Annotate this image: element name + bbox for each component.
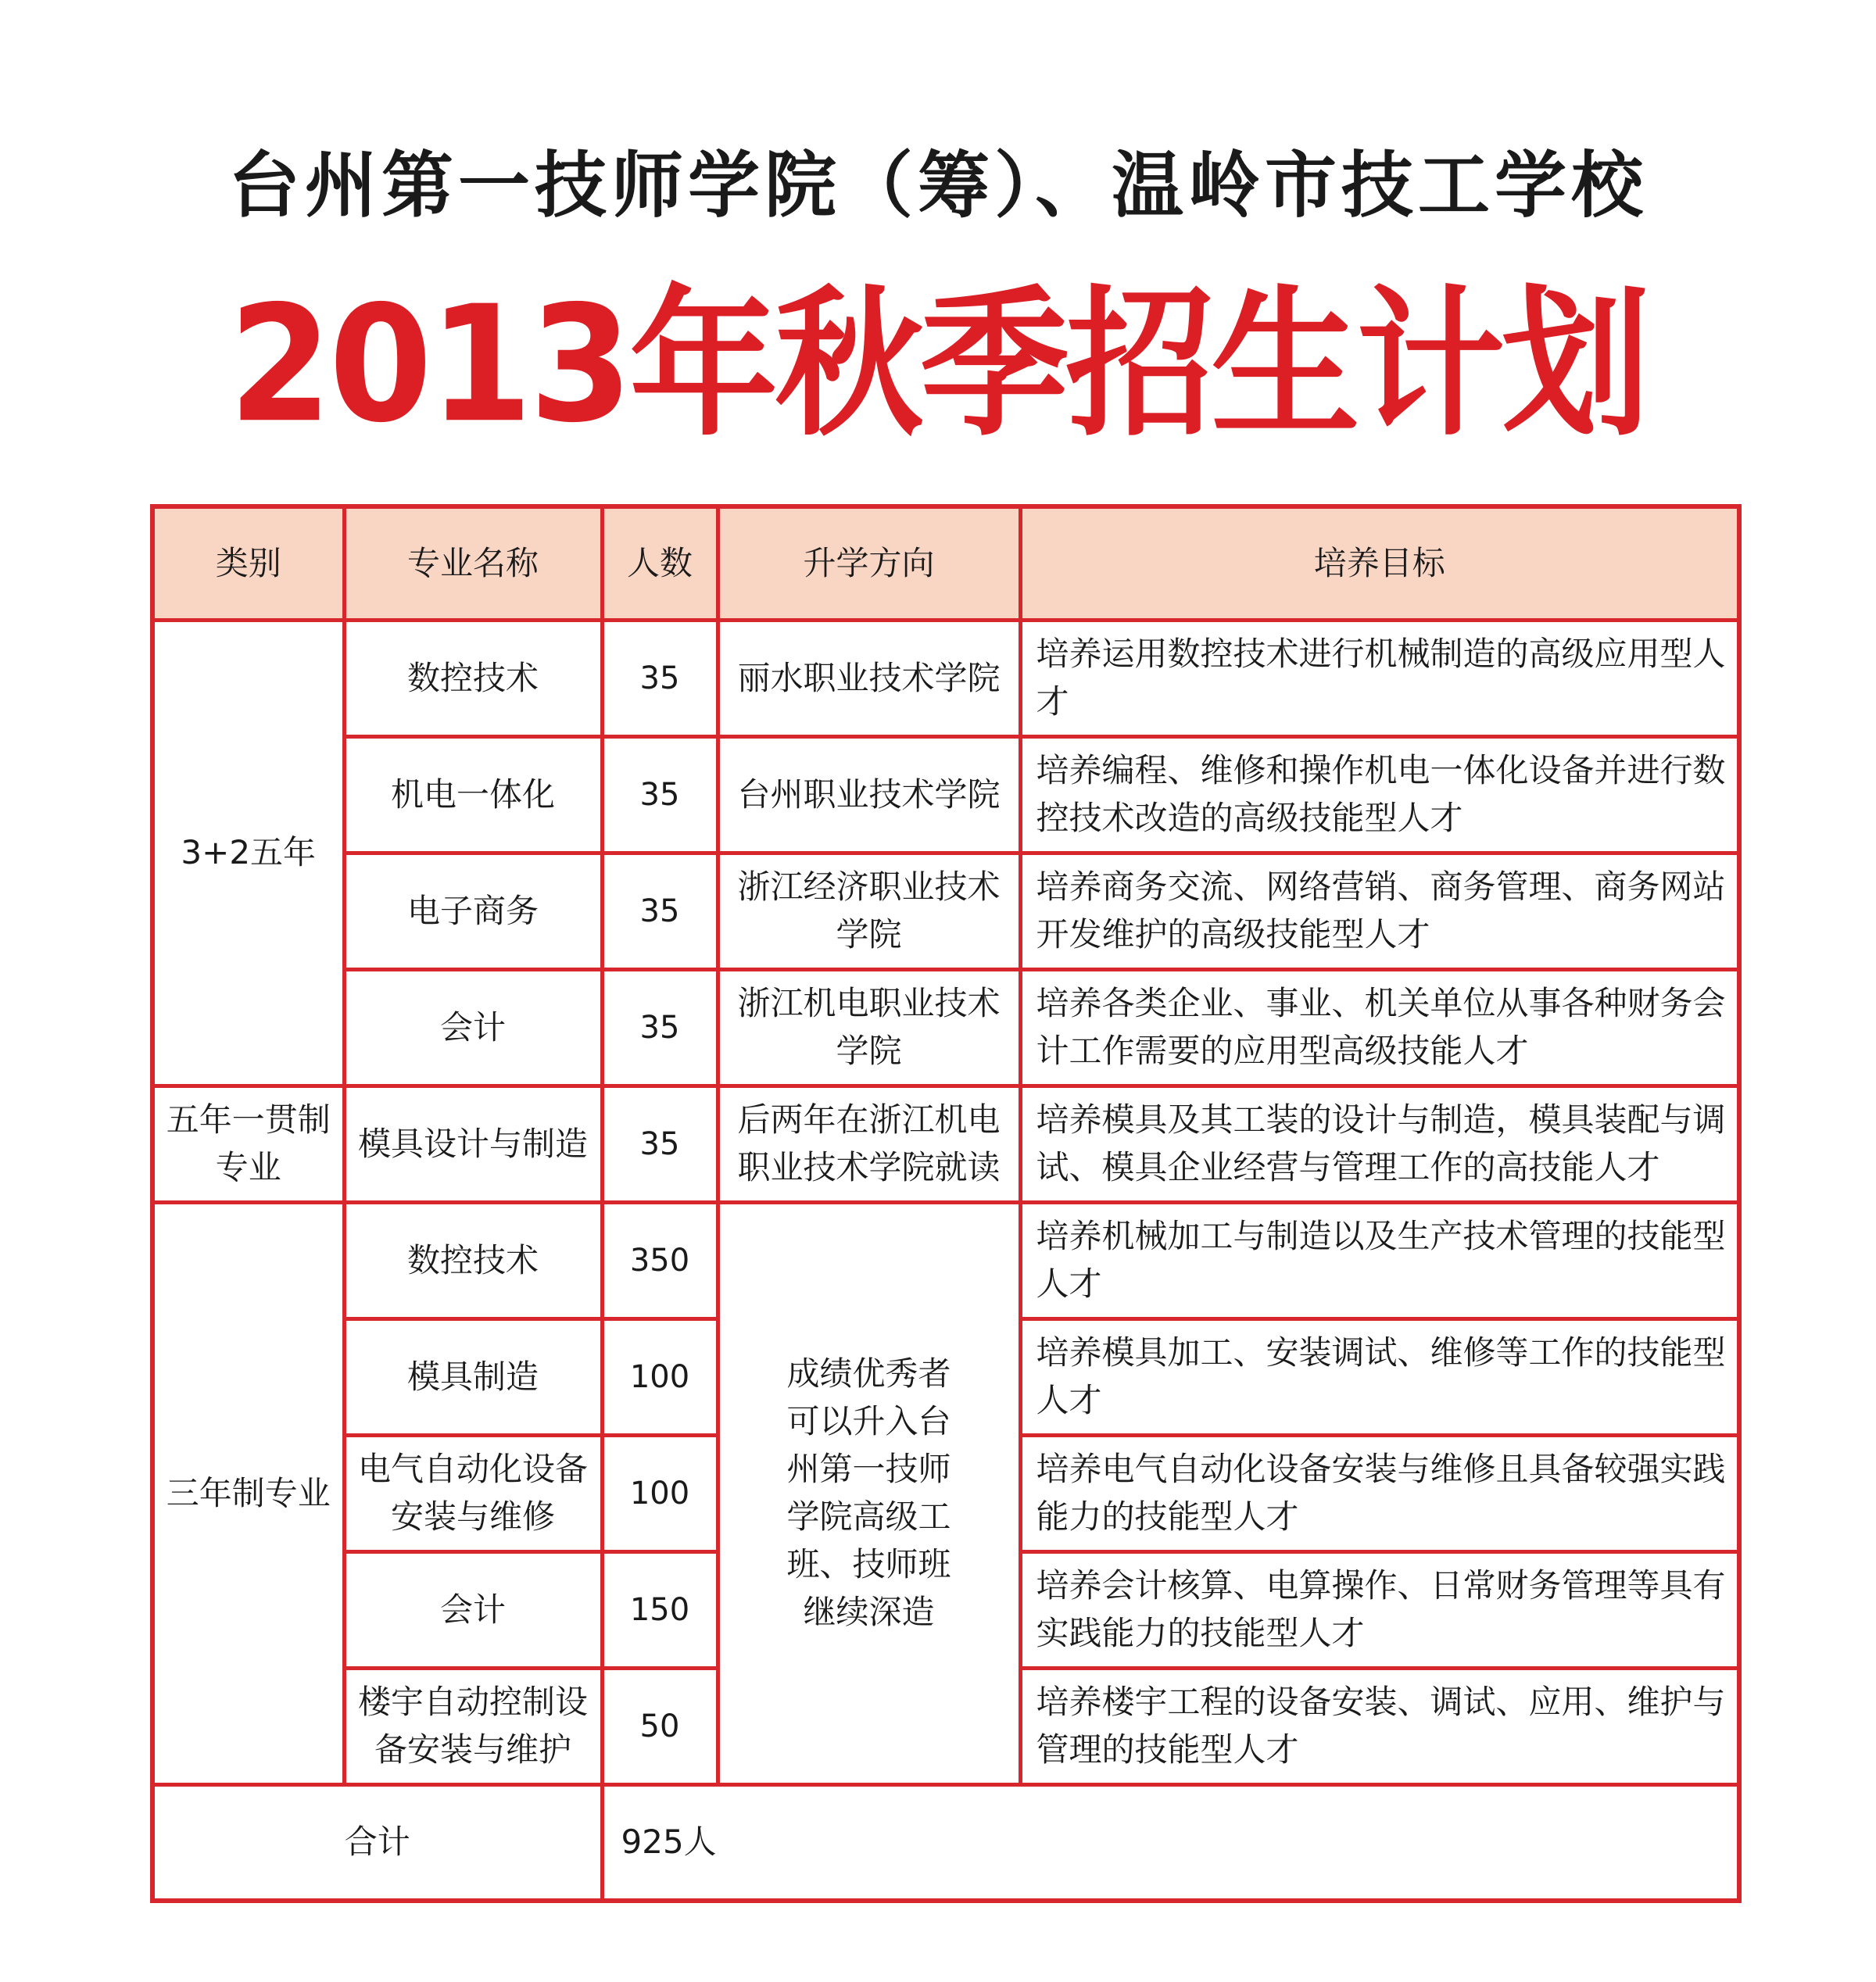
table-row — [152, 621, 1739, 737]
major-cell: 楼宇自动控制设备安装与维护 — [344, 1669, 602, 1785]
major-cell: 数控技术 — [344, 1203, 602, 1319]
direction-cell: 浙江经济职业技术学院 — [718, 853, 1020, 970]
enrollment-table-wrapper — [150, 504, 1737, 1903]
direction-cell: 丽水职业技术学院 — [718, 621, 1020, 737]
goal-cell: 培养模具及其工装的设计与制造，模具装配与调试、模具企业经营与管理工作的高技能人才 — [1020, 1086, 1739, 1203]
goal-cell: 培养商务交流、网络营销、商务管理、商务网站开发维护的高级技能型人才 — [1020, 853, 1739, 970]
count-cell: 35 — [602, 853, 718, 970]
goal-cell: 培养编程、维修和操作机电一体化设备并进行数控技术改造的高级技能型人才 — [1020, 737, 1739, 853]
table-row — [152, 1203, 1739, 1319]
count-cell: 35 — [602, 737, 718, 853]
goal-cell: 培养会计核算、电算操作、日常财务管理等具有实践能力的技能型人才 — [1020, 1552, 1739, 1669]
major-cell: 电气自动化设备安装与维修 — [344, 1436, 602, 1552]
total-row — [152, 1785, 1739, 1901]
goal-cell: 培养运用数控技术进行机械制造的高级应用型人才 — [1020, 621, 1739, 737]
enrollment-plan-title: 2013年秋季招生计划 — [228, 271, 1648, 458]
category-cell: 3+2五年 — [152, 621, 344, 1086]
count-cell: 50 — [602, 1669, 718, 1785]
count-cell: 35 — [602, 1086, 718, 1203]
enrollment-table — [150, 504, 1742, 1903]
column-header-direction: 升学方向 — [718, 506, 1020, 621]
major-cell: 会计 — [344, 1552, 602, 1669]
goal-cell: 培养机械加工与制造以及生产技术管理的技能型人才 — [1020, 1203, 1739, 1319]
table-row — [152, 1086, 1739, 1203]
count-cell: 100 — [602, 1319, 718, 1436]
major-cell: 模具制造 — [344, 1319, 602, 1436]
school-names-title: 台州第一技师学院（筹）、温岭市技工学校 — [227, 144, 1648, 227]
major-cell: 电子商务 — [344, 853, 602, 970]
major-cell: 模具设计与制造 — [344, 1086, 602, 1203]
count-cell: 35 — [602, 621, 718, 737]
table-row — [152, 737, 1739, 853]
goal-cell: 培养各类企业、事业、机关单位从事各种财务会计工作需要的应用型高级技能人才 — [1020, 970, 1739, 1086]
goal-cell: 培养电气自动化设备安装与维修且具备较强实践能力的技能型人才 — [1020, 1436, 1739, 1552]
direction-cell: 浙江机电职业技术学院 — [718, 970, 1020, 1086]
column-header-major: 专业名称 — [344, 506, 602, 621]
table-header-row — [152, 506, 1739, 621]
major-cell: 机电一体化 — [344, 737, 602, 853]
category-cell: 五年一贯制专业 — [152, 1086, 344, 1203]
table-row — [152, 970, 1739, 1086]
direction-cell: 台州职业技术学院 — [718, 737, 1020, 853]
column-header-category: 类别 — [152, 506, 344, 621]
total-value: 925人 — [602, 1785, 1739, 1901]
goal-cell: 培养楼宇工程的设备安装、调试、应用、维护与管理的技能型人才 — [1020, 1669, 1739, 1785]
goal-cell: 培养模具加工、安装调试、维修等工作的技能型人才 — [1020, 1319, 1739, 1436]
major-cell: 数控技术 — [344, 621, 602, 737]
major-cell: 会计 — [344, 970, 602, 1086]
column-header-goal: 培养目标 — [1020, 506, 1739, 621]
count-cell: 100 — [602, 1436, 718, 1552]
direction-cell: 后两年在浙江机电职业技术学院就读 — [718, 1086, 1020, 1203]
total-label: 合计 — [152, 1785, 602, 1901]
count-cell: 35 — [602, 970, 718, 1086]
column-header-count: 人数 — [602, 506, 718, 621]
direction-cell: 成绩优秀者可以升入台州第一技师学院高级工班、技师班继续深造 — [718, 1203, 1020, 1785]
table-row — [152, 853, 1739, 970]
category-cell: 三年制专业 — [152, 1203, 344, 1785]
count-cell: 150 — [602, 1552, 718, 1669]
count-cell: 350 — [602, 1203, 718, 1319]
